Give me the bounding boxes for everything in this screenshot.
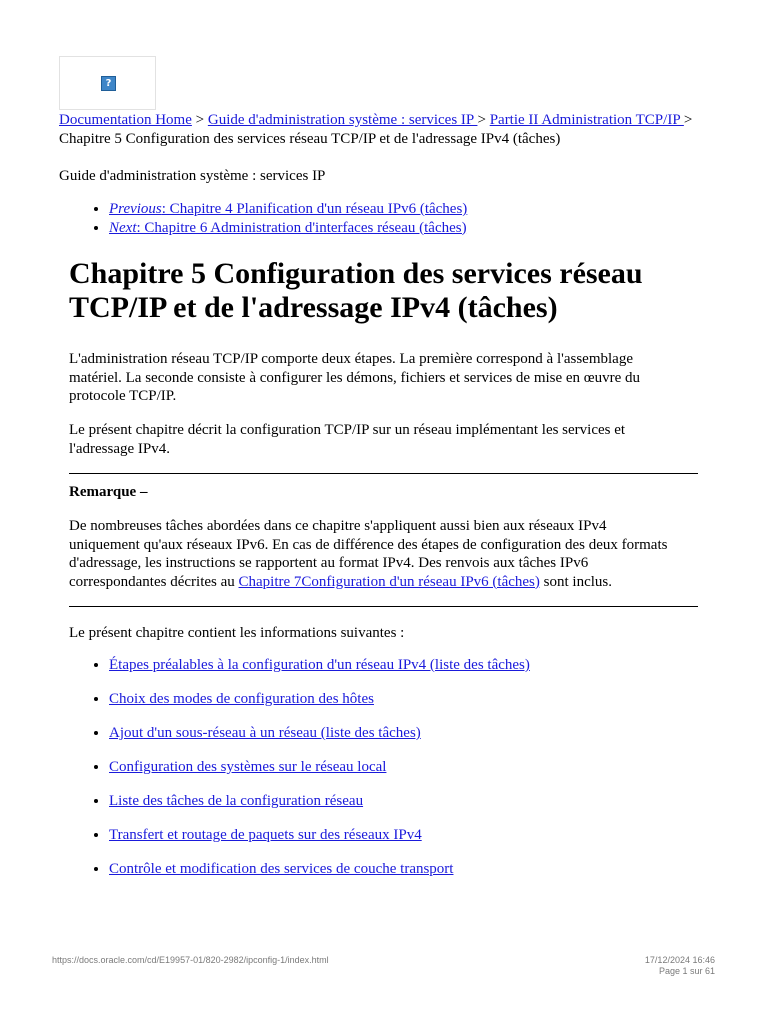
header-logo-frame [59,56,156,110]
toc-link[interactable]: Choix des modes de configuration des hôtes [109,691,374,707]
note-title: Remarque – [69,484,148,500]
breadcrumb-separator: > [683,112,693,128]
nav-previous-text: : Chapitre 4 Planification d'un réseau IPv6 (tâches) [161,201,468,217]
breadcrumb [59,111,719,148]
breadcrumb-separator: > [191,112,208,128]
note-text-after: sont inclus. [539,573,612,590]
breadcrumb-link-part[interactable]: Partie II Administration TCP/IP [489,112,684,128]
note-divider-top [69,473,698,474]
nav-next-text: : Chapitre 6 Administration d'interfaces réseau (tâches) [136,219,467,236]
toc-item [109,656,530,690]
toc-item [109,690,530,724]
toc-link[interactable]: Configuration des systèmes sur le réseau local [109,759,387,775]
footer-url: https://docs.oracle.com/cd/E19957-01/820-2982/ipconfig-1/index.html [52,955,329,965]
footer-page-info [645,955,715,977]
toc-link[interactable]: Étapes préalables à la configuration d'un réseau IPv4 (liste des tâches) [109,657,530,673]
toc-item [109,758,530,792]
nav-next-item [109,219,467,238]
chapter-title: Chapitre 5 Configuration des services réseau TCP/IP et de l'adressage IPv4 (tâches) [69,257,643,324]
note-link-chapter-7[interactable]: Chapitre 7Configuration d'un réseau IPv6 (tâches) [238,573,540,590]
chapter-nav [59,200,467,237]
breadcrumb-link-guide[interactable]: Guide d'administration système : services IP [207,112,478,128]
nav-previous-item [109,200,467,219]
note-text-before: De nombreuses tâches abordées dans ce chapitre s'appliquent aussi bien aux réseaux IPv4 uniquement qu'aux réseaux IPv6. En cas de différence des étapes de configuration des deux formats d'adressage, les instructions se rapportent au format IPv4. Des renvois aux tâches IPv6 correspondantes décrites au [69,518,668,590]
toc-item [109,826,530,860]
breadcrumb-link-home[interactable]: Documentation Home [59,112,192,128]
note-divider-bottom [69,606,698,607]
toc-link[interactable]: Contrôle et modification des services de couche transport [109,861,454,877]
toc-item [109,792,530,826]
intro-paragraph-2: Le présent chapitre décrit la configuration TCP/IP sur un réseau implémentant les services et l'adressage IPv4. [69,422,626,457]
broken-image-icon: ? [101,76,116,91]
toc-intro: Le présent chapitre contient les informations suivantes : [69,625,405,641]
toc-item [109,860,530,894]
toc-list [69,656,530,894]
nav-next-label: Next [109,219,137,236]
footer-datetime: 17/12/2024 16:46 [644,955,715,965]
footer-page-number: Page 1 sur 61 [658,966,715,976]
nav-previous-link[interactable] [109,201,467,217]
intro-paragraph-1: L'administration réseau TCP/IP comporte deux étapes. La première correspond à l'assemblage matériel. La seconde consiste à configurer les démons, fichiers et services de mise en œuvre du protocole TCP/IP. [69,351,641,404]
toc-link[interactable]: Transfert et routage de paquets sur des réseaux IPv4 [109,827,422,843]
nav-next-link[interactable] [109,220,467,236]
toc-link[interactable]: Ajout d'un sous-réseau à un réseau (liste des tâches) [109,725,421,741]
toc-item [109,724,530,758]
breadcrumb-current: Chapitre 5 Configuration des services réseau TCP/IP et de l'adressage IPv4 (tâches) [59,130,561,147]
toc-link[interactable]: Liste des tâches de la configuration réseau [109,793,364,809]
nav-previous-label: Previous [109,201,162,217]
breadcrumb-separator: > [477,112,490,128]
guide-title: Guide d'administration système : services IP [59,168,326,184]
note-text [69,517,669,591]
